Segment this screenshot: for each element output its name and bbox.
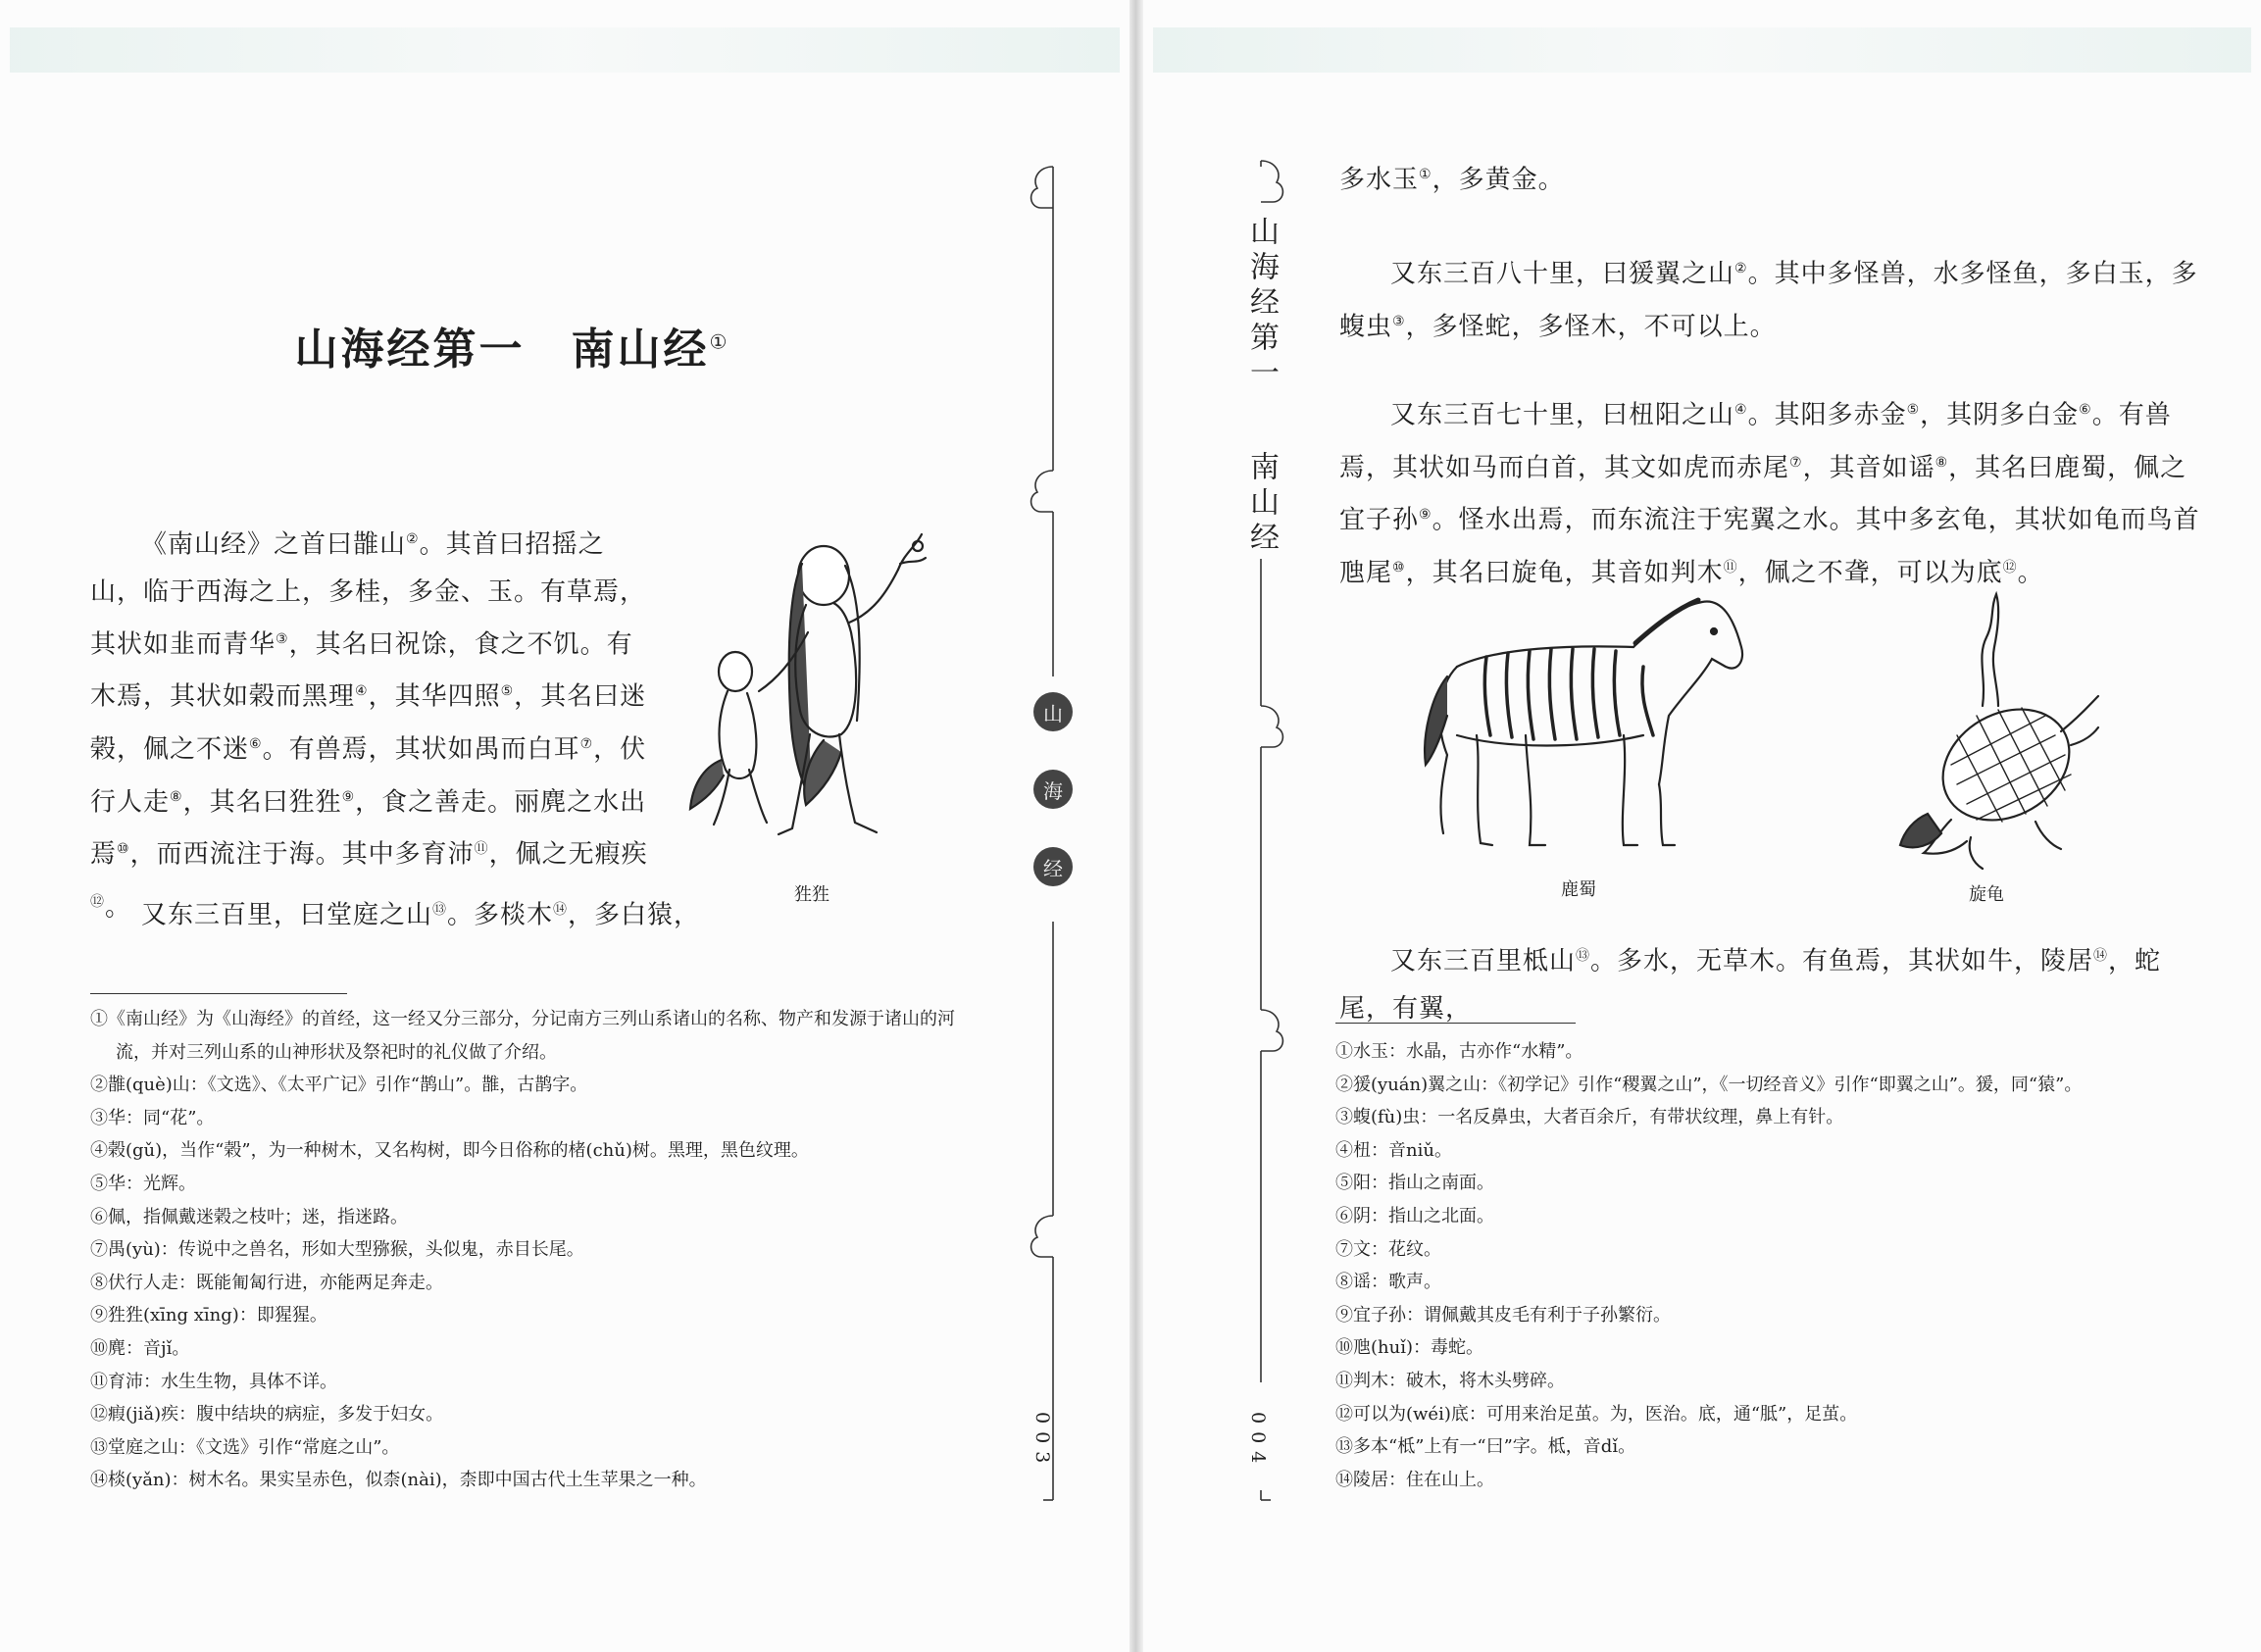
rail-book-title: 山海经第一 bbox=[1244, 216, 1279, 392]
note-mark: ⑧ bbox=[1934, 454, 1949, 471]
xingxing-illustration bbox=[677, 525, 971, 858]
text-run: 又东三百八十里，曰猨翼之山 bbox=[1390, 259, 1735, 289]
text-run: ，多黄金。 bbox=[1432, 165, 1565, 195]
footnote: ⑩虺(huǐ)：毒蛇。 bbox=[1335, 1337, 1483, 1359]
note-mark: ④ bbox=[355, 683, 369, 700]
text-run: 又东三百七十里，曰杻阳之山 bbox=[1390, 400, 1735, 430]
text-run: ，佩之不聋，可以为底 bbox=[1737, 558, 2003, 588]
left-footnotes bbox=[90, 1003, 973, 1497]
right-footnote-rule bbox=[1335, 1023, 1576, 1024]
text-run: ，食之善走。丽麂之水出焉 bbox=[90, 787, 647, 870]
xuangui-illustration bbox=[1888, 588, 2104, 873]
text-run: 。多水，无草木。有鱼焉，其状如牛，陵居 bbox=[1590, 946, 2094, 976]
note-mark: ⑦ bbox=[579, 735, 594, 752]
text-run: ，伏行人走 bbox=[90, 734, 647, 818]
note-mark: ⑩ bbox=[117, 841, 130, 858]
footnote: ⑫瘕(jiǎ)疾：腹中结块的病症，多发于妇女。 bbox=[90, 1404, 444, 1426]
text-run: ，佩之无瘕疾 bbox=[488, 839, 648, 870]
chapter-title-text: 山海经第一 南山经 bbox=[294, 325, 710, 375]
note-mark: ③ bbox=[276, 630, 289, 647]
text-run: ，多白猿， bbox=[568, 900, 701, 930]
text-run: 《南山经》之首曰䧿山 bbox=[141, 529, 407, 560]
note-mark: ② bbox=[406, 531, 420, 547]
right-paragraph-3 bbox=[1339, 386, 2202, 597]
xingxing-caption: 狌狌 bbox=[794, 884, 829, 905]
top-bleed-band bbox=[10, 27, 1120, 73]
note-mark: ⑩ bbox=[1392, 559, 1406, 576]
text-run: ，蛇尾，有翼， bbox=[1339, 946, 2162, 1024]
note-mark: ② bbox=[1734, 261, 1748, 276]
right-paragraph-4 bbox=[1339, 932, 2202, 1032]
footnote: ⑬多本“柢”上有一“曰”字。柢，音dǐ。 bbox=[1335, 1436, 1636, 1458]
right-page-number: 004 bbox=[1247, 1412, 1269, 1472]
text-run: ，其名曰狌狌 bbox=[182, 787, 342, 818]
note-mark: ⑭ bbox=[553, 902, 569, 918]
right-page bbox=[1143, 0, 2261, 1652]
right-paragraph-1 bbox=[1339, 151, 2202, 204]
footnote: ⑥佩，指佩戴迷榖之枝叶；迷，指迷路。 bbox=[90, 1206, 408, 1227]
footnote: ⑩麂：音jǐ。 bbox=[90, 1337, 190, 1359]
book-spine bbox=[1130, 0, 1143, 1652]
text-run: 又东三百里，曰堂庭之山 bbox=[141, 900, 433, 930]
left-footnote-rule bbox=[90, 993, 347, 994]
note-mark: ③ bbox=[1392, 313, 1406, 329]
seal-dot-1: 山 bbox=[1033, 692, 1073, 731]
text-run: 。有兽焉，其状如禺而白耳 bbox=[262, 734, 580, 765]
text-run: ，其音如谣 bbox=[1802, 453, 1935, 483]
left-page-rail bbox=[1010, 157, 1088, 1510]
footnote: ⑪育沛：水生生物，具体不详。 bbox=[90, 1371, 337, 1392]
footnote: ⑦禺(yù)：传说中之兽名，形如大型猕猴，头似鬼，赤目长尾。 bbox=[90, 1239, 584, 1261]
note-mark: ⑪ bbox=[1723, 559, 1738, 576]
text-run: ，而西流注于海。其中多育沛 bbox=[129, 839, 475, 870]
chapter-title-note-mark: ① bbox=[709, 329, 730, 354]
rail-section-title: 南山经 bbox=[1244, 451, 1279, 557]
footnote: ③华：同“花”。 bbox=[90, 1107, 215, 1128]
footnote: ⑧伏行人走：既能匍匐行进，亦能两足奔走。 bbox=[90, 1272, 443, 1293]
note-mark: ⑬ bbox=[1576, 948, 1591, 964]
note-mark: ⑪ bbox=[474, 841, 489, 858]
left-paragraph-1 bbox=[90, 516, 649, 931]
text-run: ，其华四照 bbox=[368, 681, 501, 712]
note-mark: ⑨ bbox=[341, 788, 356, 805]
left-paragraph-2 bbox=[90, 886, 718, 939]
text-run: 又东三百里柢山 bbox=[1390, 946, 1577, 976]
text-run: ，其名曰鹿蜀，佩之宜子孙 bbox=[1339, 453, 2187, 535]
footnote: ②䧿(què)山：《文选》、《太平广记》引作“鹊山”。䧿，古鹊字。 bbox=[90, 1075, 588, 1096]
note-mark: ⑭ bbox=[2093, 948, 2109, 964]
text-run: ，其名曰祝馀，食之不饥。有木焉，其状如榖而黑理 bbox=[90, 629, 633, 712]
note-mark: ⑫ bbox=[2002, 559, 2018, 576]
footnote: ④杻：音niǔ。 bbox=[1335, 1139, 1452, 1161]
footnote: ⑦文：花纹。 bbox=[1335, 1238, 1441, 1260]
note-mark: ① bbox=[1419, 167, 1432, 182]
footnote: ⑨狌狌(xīng xīng)：即猩猩。 bbox=[90, 1305, 327, 1327]
text-run: 。 bbox=[105, 892, 132, 923]
footnote: ⑧谣：歌声。 bbox=[1335, 1272, 1441, 1293]
text-run: 。有兽焉，其状如马而白首，其文如虎而赤尾 bbox=[1339, 400, 2172, 483]
top-bleed-band-right bbox=[1153, 27, 2251, 73]
note-mark: ⑧ bbox=[170, 788, 183, 805]
chapter-title bbox=[0, 314, 1025, 376]
footnote: ①《南山经》为《山海经》的首经，这一经又分三部分，分记南方三列山系诸山的名称、物产和发源于诸山的河流，并对三列山系的山神形状及祭祀时的礼仪做了介绍。 bbox=[90, 1009, 955, 1063]
footnote: ④榖(gǔ)，当作“榖”，为一种树木，又名构树，即今日俗称的楮(chǔ)树。黑理，黑色纹理。 bbox=[90, 1140, 809, 1162]
note-mark: ④ bbox=[1734, 402, 1748, 418]
text-run: ，其名曰迷榖，佩之不迷 bbox=[90, 681, 647, 765]
note-mark: ⑨ bbox=[1419, 507, 1432, 524]
footnote: ③蝮(fù)虫：一名反鼻虫，大者百余斤，有带状纹理，鼻上有针。 bbox=[1335, 1107, 1844, 1128]
text-run: ，多怪蛇，多怪木，不可以上。 bbox=[1405, 312, 1777, 342]
xuangui-caption: 旋龟 bbox=[1969, 884, 2004, 905]
lushu-illustration bbox=[1418, 588, 1761, 863]
footnote: ⑪判木：破木，将木头劈碎。 bbox=[1335, 1370, 1565, 1391]
text-run: 。怪水出焉，而东流注于宪翼之水。其中多玄龟，其状如龟而鸟首虺尾 bbox=[1339, 505, 2200, 588]
footnote: ⑭棪(yǎn)：树木名。果实呈赤色，似柰(nài)，柰即中国古代土生苹果之一种。 bbox=[90, 1470, 707, 1491]
footnote: ⑥阴：指山之北面。 bbox=[1335, 1205, 1494, 1226]
note-mark: ⑫ bbox=[90, 893, 105, 910]
footnote: ⑬堂庭之山：《文选》引作“常庭之山”。 bbox=[90, 1436, 400, 1458]
note-mark: ⑥ bbox=[2079, 402, 2092, 418]
note-mark: ⑦ bbox=[1789, 454, 1803, 471]
footnote: ②猨(yuán)翼之山：《初学记》引作“稷翼之山”，《一切经音义》引作“即翼之山”。猨，同“猿”。 bbox=[1335, 1074, 2083, 1095]
text-run: 。 bbox=[2017, 558, 2044, 588]
seal-dot-3: 经 bbox=[1033, 847, 1073, 886]
footnote: ⑤阳：指山之南面。 bbox=[1335, 1173, 1494, 1194]
note-mark: ⑥ bbox=[249, 735, 263, 752]
left-page-number: 003 bbox=[1031, 1412, 1053, 1472]
text-run: ，其阴多白金 bbox=[1920, 400, 2080, 430]
lushu-caption: 鹿蜀 bbox=[1561, 879, 1596, 900]
note-mark: ⑬ bbox=[432, 902, 448, 918]
text-run: 。其中多怪兽，水多怪鱼，多白玉，多蝮虫 bbox=[1339, 259, 2198, 342]
seal-dot-2: 海 bbox=[1033, 770, 1073, 809]
footnote: ⑨宜子孙：谓佩戴其皮毛有利于子孙繁衍。 bbox=[1335, 1304, 1671, 1326]
note-mark: ⑤ bbox=[1906, 402, 1921, 418]
text-run: 。其阳多赤金 bbox=[1747, 400, 1907, 430]
text-run: 。其首曰招摇之山，临于西海之上，多桂，多金、玉。有草焉，其状如韭而青华 bbox=[90, 529, 647, 660]
footnote: ⑭陵居：住在山上。 bbox=[1335, 1469, 1494, 1490]
right-footnotes bbox=[1335, 1035, 2198, 1496]
text-run: 。多棪木 bbox=[447, 900, 554, 930]
right-paragraph-2 bbox=[1339, 245, 2202, 350]
left-page bbox=[0, 0, 1130, 1652]
note-mark: ⑤ bbox=[500, 683, 515, 700]
footnote: ⑫可以为(wéi)底：可用来治足茧。为，医治。底，通“胝”，足茧。 bbox=[1335, 1403, 1858, 1425]
text-run: ，其名曰旋龟，其音如判木 bbox=[1405, 558, 1724, 588]
footnote: ⑤华：光辉。 bbox=[90, 1173, 196, 1194]
text-run: 多水玉 bbox=[1339, 165, 1420, 195]
footnote: ①水玉：水晶，古亦作“水精”。 bbox=[1335, 1041, 1583, 1062]
